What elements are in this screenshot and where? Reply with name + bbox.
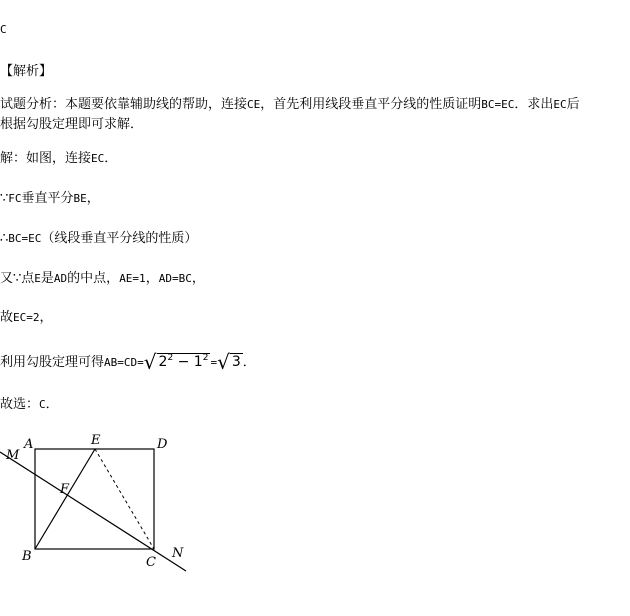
math: 2 [158,354,168,370]
analysis-line-1 [0,97,580,113]
label-a: A [24,437,34,452]
math: BC=EC [8,232,42,245]
text: 垂直平分 [21,191,74,206]
radical-sign: √ [143,350,157,374]
text: ．求出 [514,97,554,112]
exponent: 2 [167,353,174,363]
label-d: D [157,437,168,452]
text: ， [39,310,53,325]
math: C [39,398,46,411]
label-c: C [146,555,156,570]
solution-line-7 [0,397,59,413]
text: ． [45,397,59,412]
solution-line-1 [0,151,117,167]
text: ． [104,151,118,166]
text: ， [191,271,205,286]
math: AE=1 [119,272,146,285]
math: BE [73,192,87,205]
segment-ec-dashed [95,449,154,549]
text: 是 [40,271,54,286]
math: BC=EC [481,98,515,111]
text: ， [145,271,159,286]
solution-line-5 [0,310,53,326]
segment-be [35,449,95,549]
text: 后 [566,97,580,112]
math: FC [8,192,22,205]
math: AD=BC [158,272,192,285]
rectangle-abcd [35,449,154,549]
math: EC=2 [13,311,40,324]
label-n: N [172,546,184,561]
exponent: 2 [202,353,209,363]
radicand: 3 [231,354,241,370]
math: EC [91,152,105,165]
math: − 1 [173,354,203,370]
sqrt-expression [143,350,211,374]
text: ，首先利用线段垂直平分线的性质证明 [260,97,482,112]
radical-sign: √ [217,350,230,374]
text: 故 [0,310,14,325]
text: 解：如图，连接 [0,151,92,166]
math: AB=CD= [104,356,144,369]
math: EC [553,98,567,111]
therefore-symbol: ∴ [0,231,9,246]
solution-line-2 [0,191,100,207]
radicand [157,353,211,370]
text: 试题分析：本题要依靠辅助线的帮助，连接 [0,97,248,112]
text: ． [242,355,256,370]
solution-line-4 [0,271,205,287]
text: 利用勾股定理可得 [0,355,105,370]
math: AD [53,272,68,285]
label-m: M [6,448,20,463]
text: 故选： [0,397,40,412]
analysis-heading: 【解析】 [0,64,53,79]
answer-letter: C [0,23,7,36]
geometry-figure [0,428,200,578]
solution-line-3 [0,231,197,247]
sqrt-three [217,350,243,374]
text: 的中点， [67,271,120,286]
because-symbol: ∵ [0,191,9,206]
math: CE [247,98,261,111]
analysis-line-2: 根据勾股定理即可求解． [0,117,144,132]
label-f: F [60,482,70,497]
text: （线段垂直平分线的性质） [41,231,198,246]
label-b: B [22,549,32,564]
solution-line-6 [0,350,256,374]
math: = [210,356,218,369]
math: E [34,272,41,285]
text: 又∵点 [0,271,35,286]
text: ， [86,191,100,206]
label-e: E [91,433,101,448]
